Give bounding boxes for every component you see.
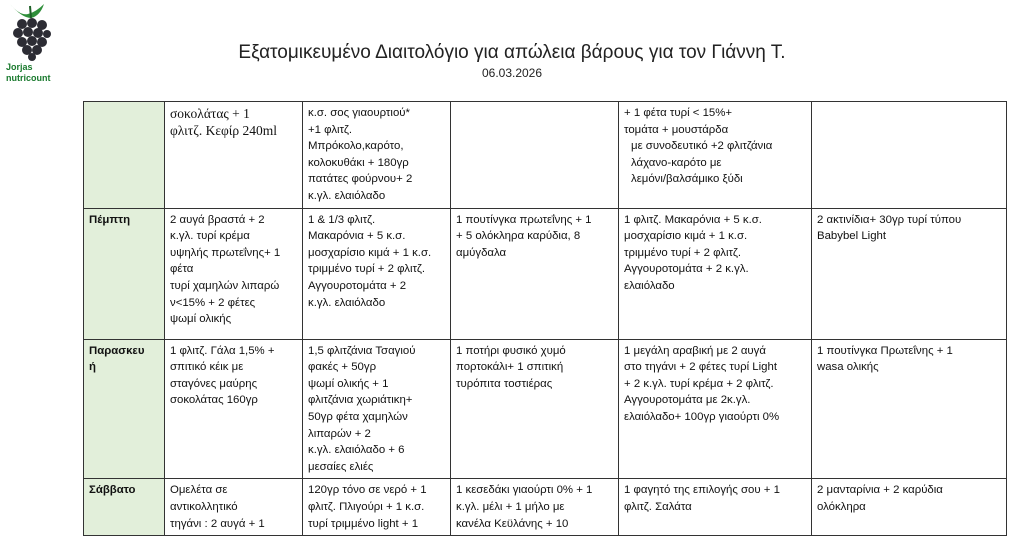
cell-line: κ.γλ. ελαιόλαδο <box>308 296 386 309</box>
cell-day <box>84 479 165 536</box>
cell-dinner <box>619 102 812 209</box>
cell-line: Μπρόκολο,καρότο, <box>308 140 404 153</box>
cell-line: σοκολάτας 160γρ <box>170 394 258 407</box>
cell-line: ελαιόλαδο <box>624 279 675 292</box>
cell-snack <box>451 479 619 536</box>
cell-line: ν<15% + 2 φέτες <box>170 296 256 309</box>
cell-line: τριμμένο τυρί + 2 φλιτζ. <box>624 246 742 259</box>
cell-line: κανέλα Κεϋλάνης + 10 <box>456 517 569 530</box>
cell-line: αμύγδαλα <box>456 246 507 259</box>
cell-line: 1 φαγητό της επιλογής σου + 1 <box>624 484 780 497</box>
table-row <box>84 339 1007 479</box>
cell-snack <box>451 102 619 209</box>
cell-line: κ.γλ. μέλι + 1 μήλο με <box>456 500 565 513</box>
cell-extra <box>812 339 1007 479</box>
cell-line: στο τηγάνι + 2 φέτες τυρί Light <box>624 361 777 374</box>
cell-line: 1 ποτήρι φυσικό χυμό <box>456 344 566 357</box>
cell-line: Αγγουροτομάτα + 2 <box>308 279 407 292</box>
cell-line: 1 πουτίνγκα πρωτεΐνης + 1 <box>456 213 592 226</box>
cell-line: Παρασκευ <box>89 344 145 357</box>
cell-day <box>84 339 165 479</box>
cell-line: λεμόνι/βαλσάμικο ξύδι <box>631 173 743 186</box>
cell-line: 1 φλιτζ. Γάλα 1,5% + <box>170 344 275 357</box>
cell-line: 50γρ φέτα χαμηλών <box>308 410 408 423</box>
cell-line: σπιτικό κέικ με <box>170 361 244 374</box>
cell-line: ή <box>89 361 96 374</box>
cell-day <box>84 102 165 209</box>
cell-line: τηγάνι : 2 αυγά + 1 <box>170 517 265 530</box>
cell-line: τριμμένο τυρί + 2 φλιτζ. <box>308 263 426 276</box>
cell-line: φλιτζάνια χωριάτικη+ <box>308 394 413 407</box>
cell-line: Ομελέτα σε <box>170 484 228 497</box>
cell-line: 1 κεσεδάκι γιαούρτι 0% + 1 <box>456 484 593 497</box>
cell-line: + 5 ολόκληρα καρύδια, 8 <box>456 230 581 243</box>
cell-line: φλιτζ. Πλιγούρι + 1 κ.σ. <box>308 500 425 513</box>
cell-line: κ.γλ. ελαιόλαδο <box>308 189 386 202</box>
cell-line: λιπαρών + 2 <box>308 427 371 440</box>
cell-line: 1 φλιτζ. Μακαρόνια + 5 κ.σ. <box>624 213 762 226</box>
cell-line: τομάτα + μουστάρδα <box>624 123 729 136</box>
cell-line: 1,5 φλιτζάνια Τσαγιού <box>308 344 416 357</box>
cell-line: κ.σ. σος γιαουρτιού* <box>308 107 410 119</box>
cell-lunch <box>303 208 451 339</box>
cell-lunch <box>303 102 451 209</box>
table-row <box>84 479 1007 536</box>
brand-line-1: Jorjas <box>6 62 33 72</box>
cell-line: + 1 φέτα τυρί < 15%+ <box>624 107 733 119</box>
cell-line: σοκολάτας + 1 <box>170 106 250 121</box>
cell-line: μοσχαρίσιο κιμά + 1 κ.σ. <box>308 246 432 259</box>
cell-dinner <box>619 339 812 479</box>
page-date: 06.03.2026 <box>481 66 543 80</box>
cell-line: ψωμί ολικής <box>170 313 232 326</box>
cell-line: υψηλής πρωτεΐνης+ 1 <box>170 246 281 259</box>
cell-line: ελαιόλαδο+ 100γρ γιαούρτι 0% <box>624 410 780 423</box>
diet-table <box>83 101 1007 536</box>
cell-line: Σάββατο <box>89 484 136 497</box>
table-row <box>84 102 1007 209</box>
cell-line: τυρί χαμηλών λιπαρώ <box>170 279 280 292</box>
cell-breakfast <box>165 479 303 536</box>
cell-breakfast <box>165 208 303 339</box>
cell-line: κ.γλ. τυρί κρέμα <box>170 230 250 243</box>
cell-extra <box>812 208 1007 339</box>
cell-line: αντικολλητικό <box>170 500 238 513</box>
cell-line: wasa ολικής <box>817 361 879 374</box>
cell-lunch <box>303 479 451 536</box>
page-title: Εξατομικευμένο Διαιτολόγιο για απώλεια βάρους για τον Γιάννη Τ. <box>238 42 786 63</box>
cell-line: μοσχαρίσιο κιμά + 1 κ.σ. <box>624 230 748 243</box>
cell-line: κολοκυθάκι + 180γρ <box>308 156 409 169</box>
cell-line: 2 μανταρίνια + 2 καρύδια <box>817 484 943 497</box>
cell-line: 1 μεγάλη αραβική με 2 αυγά <box>624 344 766 357</box>
cell-line: φακές + 50γρ <box>308 361 377 374</box>
cell-lunch <box>303 339 451 479</box>
cell-line: τυρί τριμμένο light + 1 <box>308 517 419 530</box>
cell-line: + 2 κ.γλ. τυρί κρέμα + 2 φλιτζ. <box>624 377 774 390</box>
cell-line: 1 πουτίνγκα Πρωτεΐνης + 1 <box>817 344 953 357</box>
cell-line: μεσαίες ελιές <box>308 460 374 473</box>
cell-line: φλιτζ. Κεφίρ 240ml <box>170 123 278 138</box>
cell-line: με συνοδευτικό +2 φλιτζάνια <box>631 140 773 153</box>
cell-line: πορτοκάλι+ 1 σπιτική <box>456 361 564 374</box>
brand-line-2: nutricount <box>6 73 51 83</box>
cell-extra <box>812 102 1007 209</box>
cell-line: Μακαρόνια + 5 κ.σ. <box>308 230 406 243</box>
cell-line: σταγόνες μαύρης <box>170 377 258 390</box>
cell-line: Αγγουροτομάτα με 2κ.γλ. <box>624 394 751 407</box>
cell-line: 2 αυγά βραστά + 2 <box>170 213 265 226</box>
cell-line: φέτα <box>170 263 194 276</box>
cell-line: ψωμί ολικής + 1 <box>308 377 389 390</box>
cell-line: Πέμπτη <box>89 213 131 226</box>
cell-extra <box>812 479 1007 536</box>
cell-dinner <box>619 208 812 339</box>
cell-line: 120γρ τόνο σε νερό + 1 <box>308 484 427 497</box>
cell-snack <box>451 339 619 479</box>
cell-breakfast <box>165 339 303 479</box>
cell-dinner <box>619 479 812 536</box>
cell-line: ολόκληρα <box>817 500 866 513</box>
cell-line: +1 φλιτζ. <box>308 123 353 136</box>
cell-line: κ.γλ. ελαιόλαδο + 6 <box>308 444 405 457</box>
cell-day <box>84 208 165 339</box>
cell-line: πατάτες φούρνου+ 2 <box>308 173 413 186</box>
cell-line: Αγγουροτομάτα + 2 κ.γλ. <box>624 263 749 276</box>
cell-line: 2 ακτινίδια+ 30γρ τυρί τύπου <box>817 213 962 226</box>
cell-line: φλιτζ. Σαλάτα <box>624 500 692 513</box>
cell-line: Babybel Light <box>817 230 887 243</box>
cell-line: 1 & 1/3 φλιτζ. <box>308 213 376 226</box>
cell-breakfast <box>165 102 303 209</box>
cell-snack <box>451 208 619 339</box>
cell-line: τυρόπιτα τοστιέρας <box>456 377 553 390</box>
table-row <box>84 208 1007 339</box>
cell-line: λάχανο-καρότο με <box>631 156 722 169</box>
